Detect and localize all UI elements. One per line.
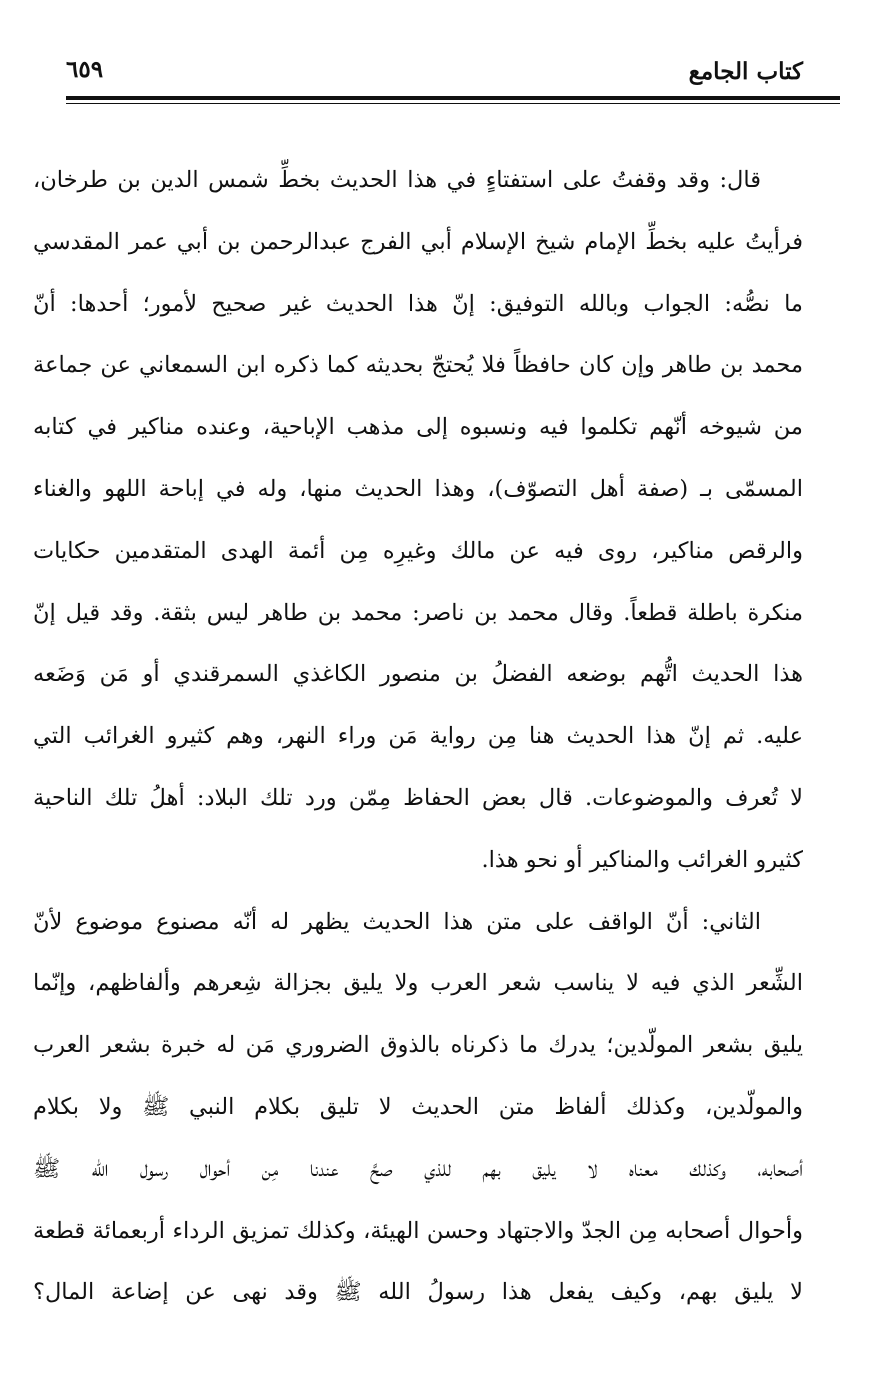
text-line: الثاني: أنّ الواقف على متن هذا الحديث يظهر له أنّه مصنوع موضوع لأنّ	[33, 908, 761, 935]
text-line: يليق بشعر المولّدين؛ يدرك ما ذكرناه بالذوق الضروري مَن له خبرة بشعر العرب	[33, 1032, 803, 1059]
running-title: كتاب الجامع	[688, 58, 803, 85]
text-line: منكرة باطلة قطعاً. وقال محمد بن ناصر: محمد بن طاهر ليس بثقة. وقد قيل إنّ	[33, 599, 803, 626]
text-line: عليه. ثم إنّ هذا الحديث هنا مِن رواية مَن وراء النهر، وهم كثيرو الغرائب التي	[33, 723, 803, 750]
text-line: وأحوال أصحابه مِن الجدّ والاجتهاد وحسن الهيئة، وكذلك تمزيق الرداء أربعمائة قطعة	[33, 1217, 803, 1244]
text-line: قال: وقد وقفتُ على استفتاءٍ في هذا الحديث بخطِّ شمس الدين بن طرخان،	[33, 167, 761, 193]
header-rule-thin	[66, 103, 840, 104]
text-line: لا يليق بهم، وكيف يفعل هذا رسولُ الله ﷺ وقد نهى عن إضاعة المال؟	[33, 1279, 803, 1306]
text-line: والرقص مناكير، روى فيه عن مالك وغيرِه مِن أئمة الهدى المتقدمين حكايات	[33, 537, 803, 564]
header-rule-thick	[66, 96, 840, 100]
text-line: من شيوخه أنّهم تكلموا فيه ونسبوه إلى مذهب الإباحية، وعنده مناكير في كتابه	[33, 414, 803, 441]
page-number: ٦٥٩	[66, 56, 104, 83]
text-line: كثيرو الغرائب والمناكير أو نحو هذا.	[481, 846, 803, 873]
text-line: ما نصُّه: الجواب وبالله التوفيق: إنّ هذا الحديث غير صحيح لأمور؛ أحدها: أنّ	[33, 290, 803, 317]
text-line: والمولّدين، وكذلك ألفاظ متن الحديث لا تليق بكلام النبي ﷺ ولا بكلام	[33, 1093, 803, 1120]
text-line: المسمّى بـ (صفة أهل التصوّف)، وهذا الحديث منها، وله في إباحة اللهو والغناء	[33, 475, 803, 502]
text-line: أصحابه، وكذلك معناه لا يليق بهم للذي صحَّ عندنا مِن أحوال رسول الله ﷺ	[33, 1155, 803, 1182]
text-line: هذا الحديث اتُّهم بوضعه الفضلُ بن منصور الكاغذي السمرقندي أو مَن وَضَعه	[33, 661, 803, 688]
text-line: محمد بن طاهر وإن كان حافظاً فلا يُحتجّ بحديثه كما ذكره ابن السمعاني عن جماعة	[33, 352, 803, 379]
text-line: فرأيتُ عليه بخطِّ الإمام شيخ الإسلام أبي الفرج عبدالرحمن بن أبي عمر المقدسي	[33, 228, 803, 255]
body-text	[33, 150, 803, 1324]
text-line: الشِّعر الذي فيه لا يناسب شعر العرب ولا يليق بجزالة شِعرهم وألفاظهم، وإنّما	[33, 970, 803, 997]
text-line: لا تُعرف والموضوعات. قال بعض الحفاظ مِمّن ورد تلك البلاد: أهلُ تلك الناحية	[33, 784, 803, 811]
